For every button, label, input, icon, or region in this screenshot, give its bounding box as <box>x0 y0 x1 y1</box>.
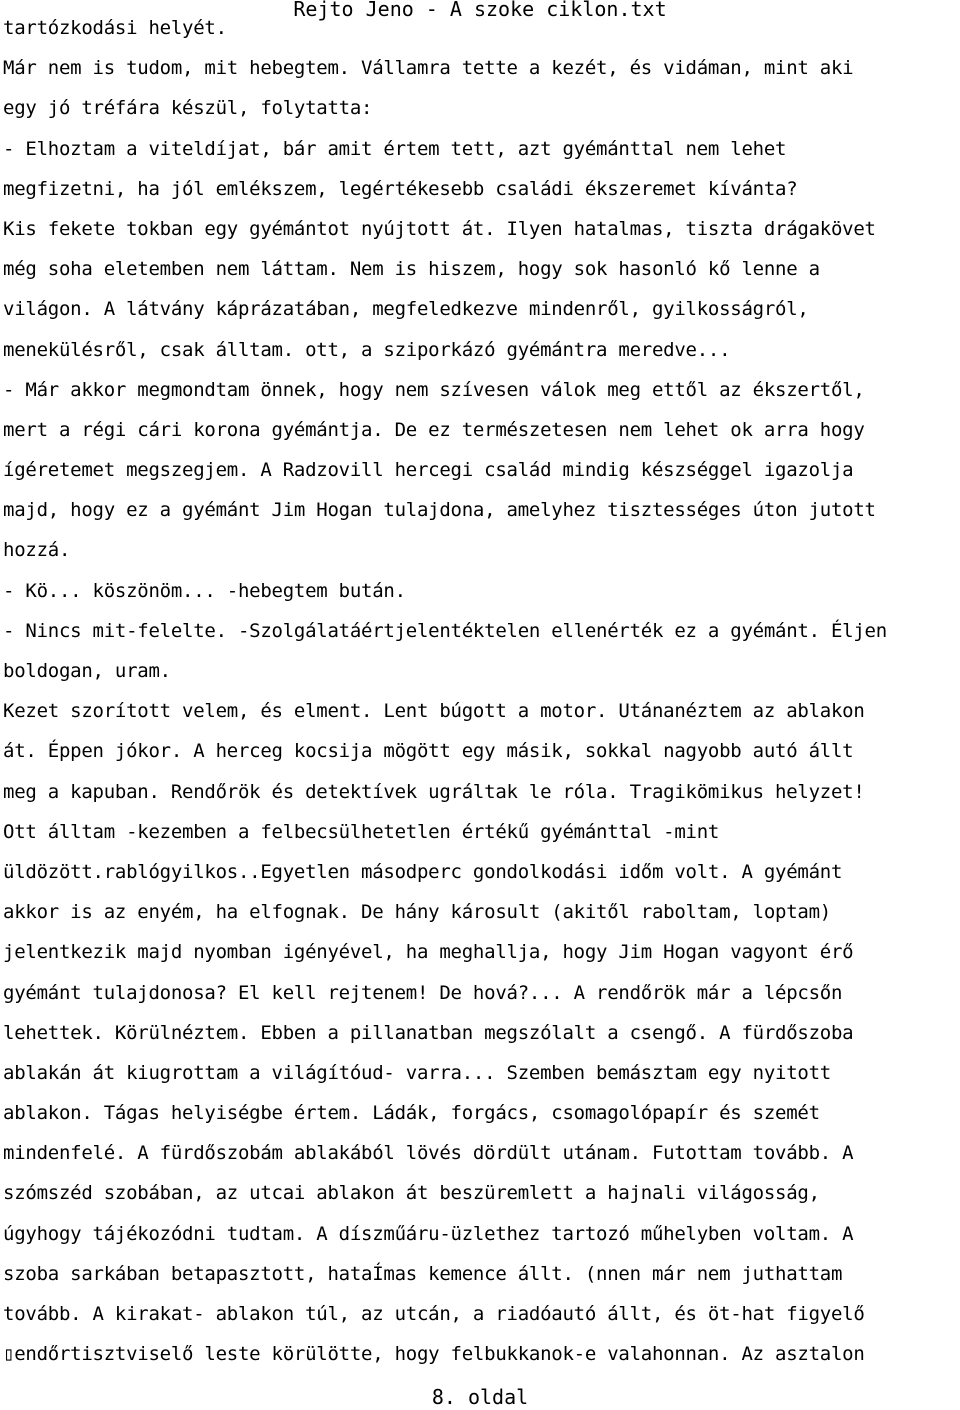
text-line: mindenfelé. A fürdőszobám ablakából lövés dördült utánam. Futottam tovább. A <box>3 1142 854 1165</box>
text-line: tartózkodási helyét. <box>3 17 227 39</box>
text-line: Kezet szorított velem, és elment. Lent búgott a motor. Utánanéztem az ablakon <box>3 700 865 723</box>
text-line: szoba sarkában betapasztott, hataÍmas kemence állt. (nnen már nem juthattam <box>3 1262 843 1285</box>
page-number: 8. oldal <box>431 1385 529 1409</box>
text-line: szómszéd szobában, az utcai ablakon át beszüremlett a hajnali világosság, <box>3 1182 820 1205</box>
text-line: úgyhogy tájékozódni tudtam. A díszműáru-üzlethez tartozó műhelyben voltam. A <box>3 1222 854 1245</box>
text-line: ablakán át kiugrottam a világítóud- varra... Szemben bemásztam egy nyitott <box>3 1061 831 1084</box>
text-line: üldözött.rablógyilkos..Egyetlen másodperc gondolkodási időm volt. A gyémánt <box>3 860 843 883</box>
text-line: még soha eletemben nem láttam. Nem is hiszem, hogy sok hasonló kő lenne a <box>3 258 820 281</box>
text-line: mert a régi cári korona gyémántja. De ez természetesen nem lehet ok arra hogy <box>3 418 865 441</box>
text-line: egy jó tréfára készül, folytatta: <box>3 97 373 120</box>
text-line: Már nem is tudom, mit hebegtem. Vállamra tette a kezét, és vidáman, mint aki <box>3 57 854 80</box>
text-line: hozzá. <box>3 539 71 562</box>
text-line: Ott álltam -kezemben a felbecsülhetetlen értékű gyémánttal -mint <box>3 820 720 843</box>
text-line: boldogan, uram. <box>3 660 171 682</box>
text-line: Kis fekete tokban egy gyémántot nyújtott át. Ilyen hatalmas, tiszta drágakövet <box>3 217 876 240</box>
text-line: meg a kapuban. Rendőrök és detektívek ugráltak le róla. Tragikömikus helyzet! <box>3 780 865 803</box>
text-line: tovább. A kirakat- ablakon túl, az utcán, a riadóautó állt, és öt-hat figyelő <box>3 1303 865 1325</box>
document-title: Rejto Jeno - A szoke ciklon.txt <box>293 0 667 21</box>
text-line: - Kö... köszönöm... -hebegtem bután. <box>3 579 406 602</box>
text-line: gyémánt tulajdonosa? El kell rejtenem! De hová?... A rendőrök már a lépcsőn <box>3 981 843 1004</box>
text-line: megfizetni, ha jól emlékszem, legértékesebb családi ékszeremet kívánta? <box>3 177 798 200</box>
text-line: akkor is az enyém, ha elfognak. De hány károsult (akitől raboltam, loptam) <box>3 901 831 924</box>
text-line: jelentkezik majd nyomban igényével, ha meghallja, hogy Jim Hogan vagyont érő <box>3 941 854 964</box>
text-line: menekülésről, csak álltam. ott, a sziporkázó gyémántra meredve... <box>3 338 731 361</box>
text-line: majd, hogy ez a gyémánt Jim Hogan tulajdona, amelyhez tisztességes úton jutott <box>3 499 876 522</box>
text-line: ablakon. Tágas helyiségbe értem. Ládák, forgács, csomagolópapír és szemét <box>3 1102 820 1125</box>
text-line: - Elhoztam a viteldíjat, bár amit értem tett, azt gyémánttal nem lehet <box>3 137 787 160</box>
text-line: lehettek. Körülnéztem. Ebben a pillanatban megszólalt a csengő. A fürdőszoba <box>3 1021 854 1044</box>
text-line: ígéretemet megszegjem. A Radzovill hercegi család mindig készséggel igazolja <box>3 459 854 482</box>
text-line: - Már akkor megmondtam önnek, hogy nem szívesen válok meg ettől az ékszertől, <box>3 378 865 401</box>
text-line: át. Éppen jókor. A herceg kocsija mögött egy másik, sokkal nagyobb autó állt <box>3 740 854 763</box>
text-line: ▯endőrtisztviselő leste körülötte, hogy felbukkanok-e valahonnan. Az asztalon <box>3 1343 865 1366</box>
text-line: világon. A látvány káprázatában, megfeledkezve mindenről, gyilkosságról, <box>3 298 809 321</box>
document-body <box>3 8 955 1374</box>
text-line: - Nincs mit-felelte. -Szolgálatáértjelentéktelen ellenérték ez a gyémánt. Éljen <box>3 619 887 642</box>
